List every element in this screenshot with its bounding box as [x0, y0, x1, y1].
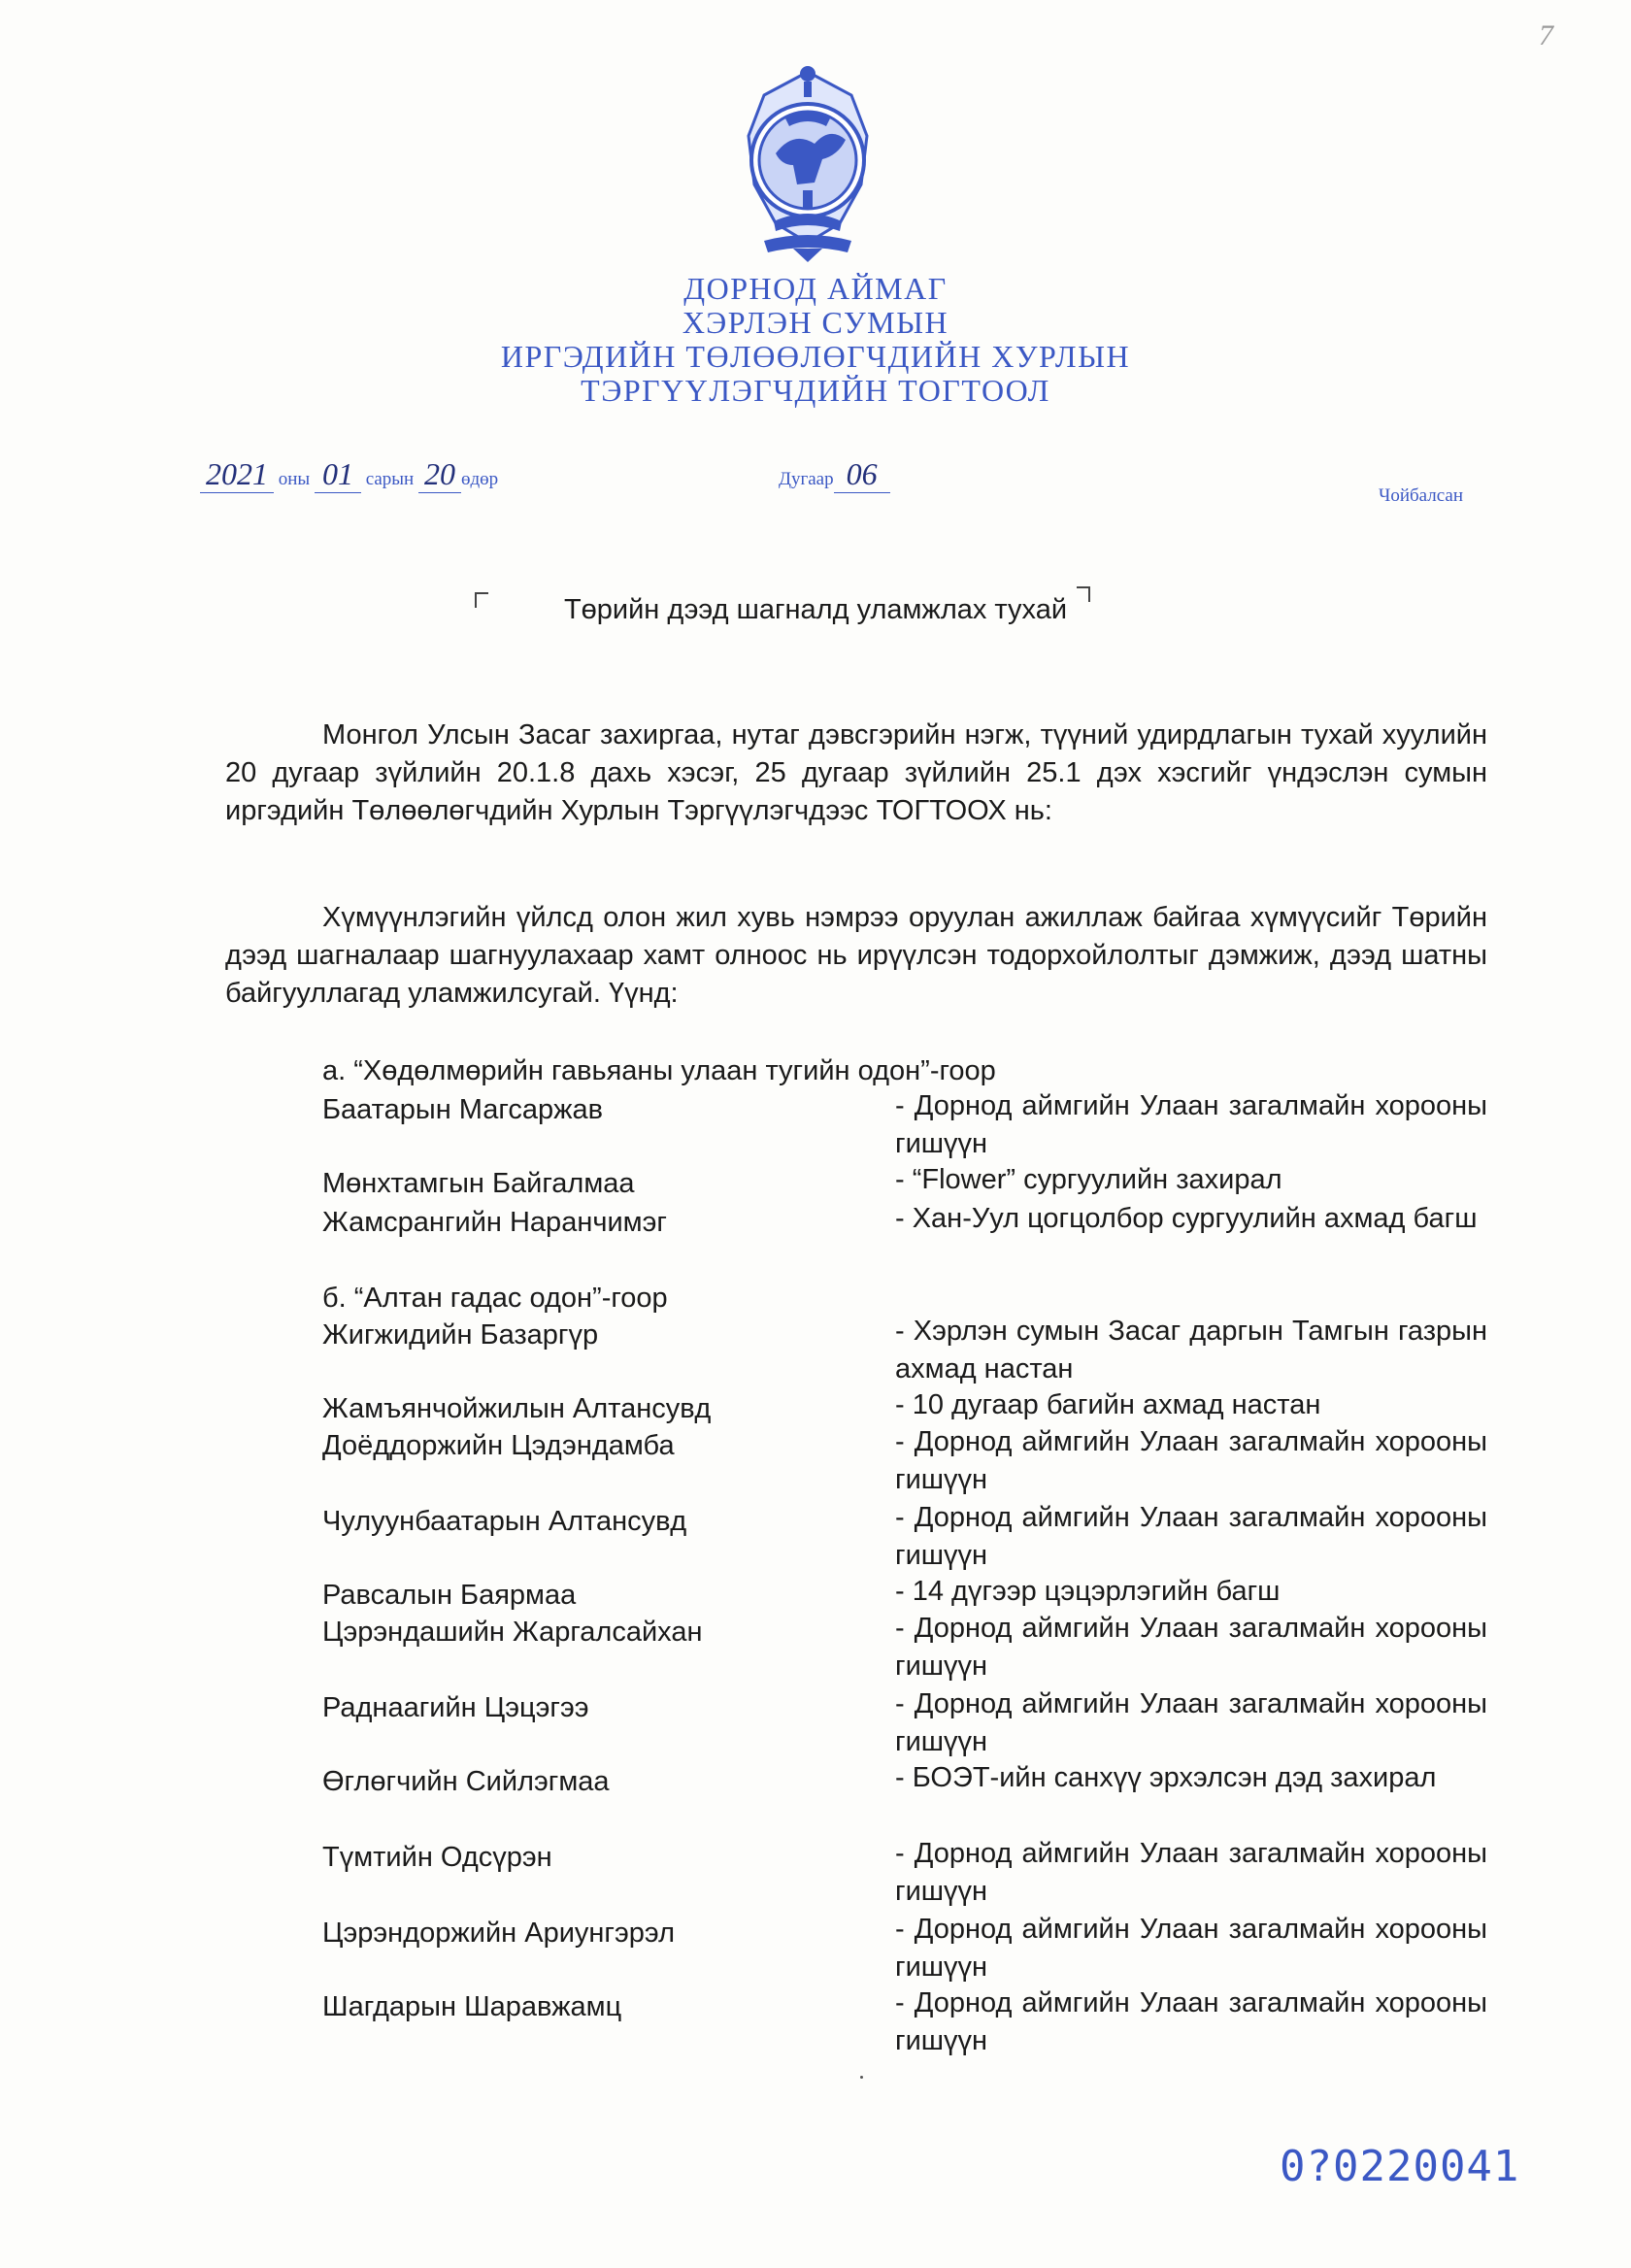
decree-title: [564, 594, 1067, 626]
decree-place: Чойбалсан: [1379, 485, 1464, 506]
issuing-authority-header: [0, 272, 1631, 408]
header-line: ИРГЭДИЙН ТӨЛӨӨЛӨГЧДИЙН ХУРЛЫН: [500, 339, 1131, 374]
nominee-name: Шагдарын Шаравжамц: [322, 1991, 622, 2022]
decree-date: [200, 456, 498, 493]
date-month: 01: [315, 456, 361, 493]
date-year: 2021: [200, 456, 274, 493]
nominee-role: - БОЭТ-ийн санхүү эрхэлсэн дэд захирал: [895, 1762, 1437, 1793]
award-heading: а. “Хөдөлмөрийн гавьяаны улаан тугийн одон”-гоор: [322, 1055, 996, 1086]
nominee-role: - Хэрлэн сумын Засаг даргын Тамгын газрын ахмад настан: [895, 1316, 1487, 1384]
preamble-text: Монгол Улсын Засаг захиргаа, нутаг дэвсгэрийн нэгж, түүний удирдлагын тухай хуулийн 20 дугаар зүйлийн 20.1.8 дахь хэсэг, 25 дугаар зүйлийн 25.1 дэх хэсгийг үндэслэн сумын иргэдийн Төлөөлөгчдийн Хурлын Тэргүүлэгчдээс ТОГТООХ нь:: [225, 719, 1487, 826]
header-line: ХЭРЛЭН СУМЫН: [682, 305, 949, 340]
header-line: ТЭРГҮҮЛЭГЧДИЙН ТОГТООЛ: [581, 373, 1050, 408]
nominee-role: - Дорнод аймгийн Улаан загалмайн хорооны гишүүн: [895, 1914, 1487, 1983]
date-year-suffix: оны: [278, 469, 311, 489]
nominee-role: - 10 дугаар багийн ахмад настан: [895, 1389, 1321, 1420]
header-line: ДОРНОД АЙМАГ: [683, 271, 948, 306]
decree-title-block: [0, 594, 1631, 626]
nominee-role: - 14 дүгээр цэцэрлэгийн багш: [895, 1576, 1281, 1607]
nominee-name: Раднаагийн Цэцэгээ: [322, 1692, 589, 1723]
nominee-name: Жамъянчойжилын Алтансувд: [322, 1393, 712, 1424]
nominee-name: Доёддоржийн Цэдэндамба: [322, 1430, 675, 1461]
date-month-suffix: сарын: [365, 469, 415, 489]
nominee-name: Мөнхтамгын Байгалмаа: [322, 1168, 635, 1199]
decree-number-value: 06: [834, 456, 890, 493]
nominee-role: - “Flower” сургуулийн захирал: [895, 1164, 1282, 1195]
nominee-role: - Дорнод аймгийн Улаан загалмайн хорооны гишүүн: [895, 1090, 1487, 1159]
nominee-role: - Дорнод аймгийн Улаан загалмайн хорооны гишүүн: [895, 1502, 1487, 1571]
date-day: 20: [418, 456, 461, 493]
nominee-name: Түмтийн Одсүрэн: [322, 1842, 552, 1873]
title-bracket-left: [475, 592, 488, 608]
decree-title-text: Төрийн дээд шагналд уламжлах тухай: [563, 594, 1068, 625]
nominee-name: Жигжидийн Базаргүр: [322, 1319, 599, 1351]
nominee-role: - Хан-Уул цогцолбор сургуулийн ахмад багш: [895, 1203, 1478, 1234]
page-number: 7: [1539, 19, 1553, 51]
nominee-name: Өглөгчийн Сийлэгмаа: [322, 1766, 610, 1797]
resolution-text: Хүмүүнлэгийн үйлсд олон жил хувь нэмрээ оруулан ажиллаж байгаа хүмүүсийг Төрийн дээд шагналаар шагнуулахаар хамт олноос нь ирүүлсэн тодорхойлолтыг дэмжиж, дээд шатны байгууллагад уламжилсугай. Үүнд:: [225, 902, 1487, 1009]
nominee-name: Баатарын Магсаржав: [322, 1094, 604, 1125]
nominee-name: Цэрэндоржийн Ариунгэрэл: [322, 1918, 676, 1949]
scan-speck: [860, 2076, 863, 2079]
title-bracket-right: [1077, 586, 1090, 602]
preamble-paragraph: [225, 717, 1487, 830]
mongolia-state-emblem-icon: [725, 58, 890, 264]
nominee-role: - Дорнод аймгийн Улаан загалмайн хорооны гишүүн: [895, 1688, 1487, 1757]
decree-number-label: Дугаар: [779, 469, 834, 489]
nominee-role: - Дорнод аймгийн Улаан загалмайн хорооны гишүүн: [895, 1613, 1487, 1682]
decree-number: [779, 456, 890, 493]
date-day-suffix: өдөр: [460, 469, 499, 489]
nominee-name: Равсалын Баярмаа: [322, 1580, 577, 1611]
nominee-name: Жамсрангийн Наранчимэг: [322, 1207, 667, 1238]
nominee-role: - Дорнод аймгийн Улаан загалмайн хорооны гишүүн: [895, 1987, 1487, 2056]
award-heading: б. “Алтан гадас одон”-гоор: [322, 1283, 668, 1314]
nominee-role: - Дорнод аймгийн Улаан загалмайн хорооны гишүүн: [895, 1426, 1487, 1495]
resolution-paragraph: [225, 899, 1487, 1013]
nominee-role: - Дорнод аймгийн Улаан загалмайн хорооны гишүүн: [895, 1838, 1487, 1907]
nominee-name: Чулуунбаатарын Алтансувд: [322, 1506, 687, 1537]
document-serial-number: 0?0220041: [1280, 2142, 1520, 2191]
nominee-name: Цэрэндашийн Жаргалсайхан: [322, 1617, 703, 1648]
